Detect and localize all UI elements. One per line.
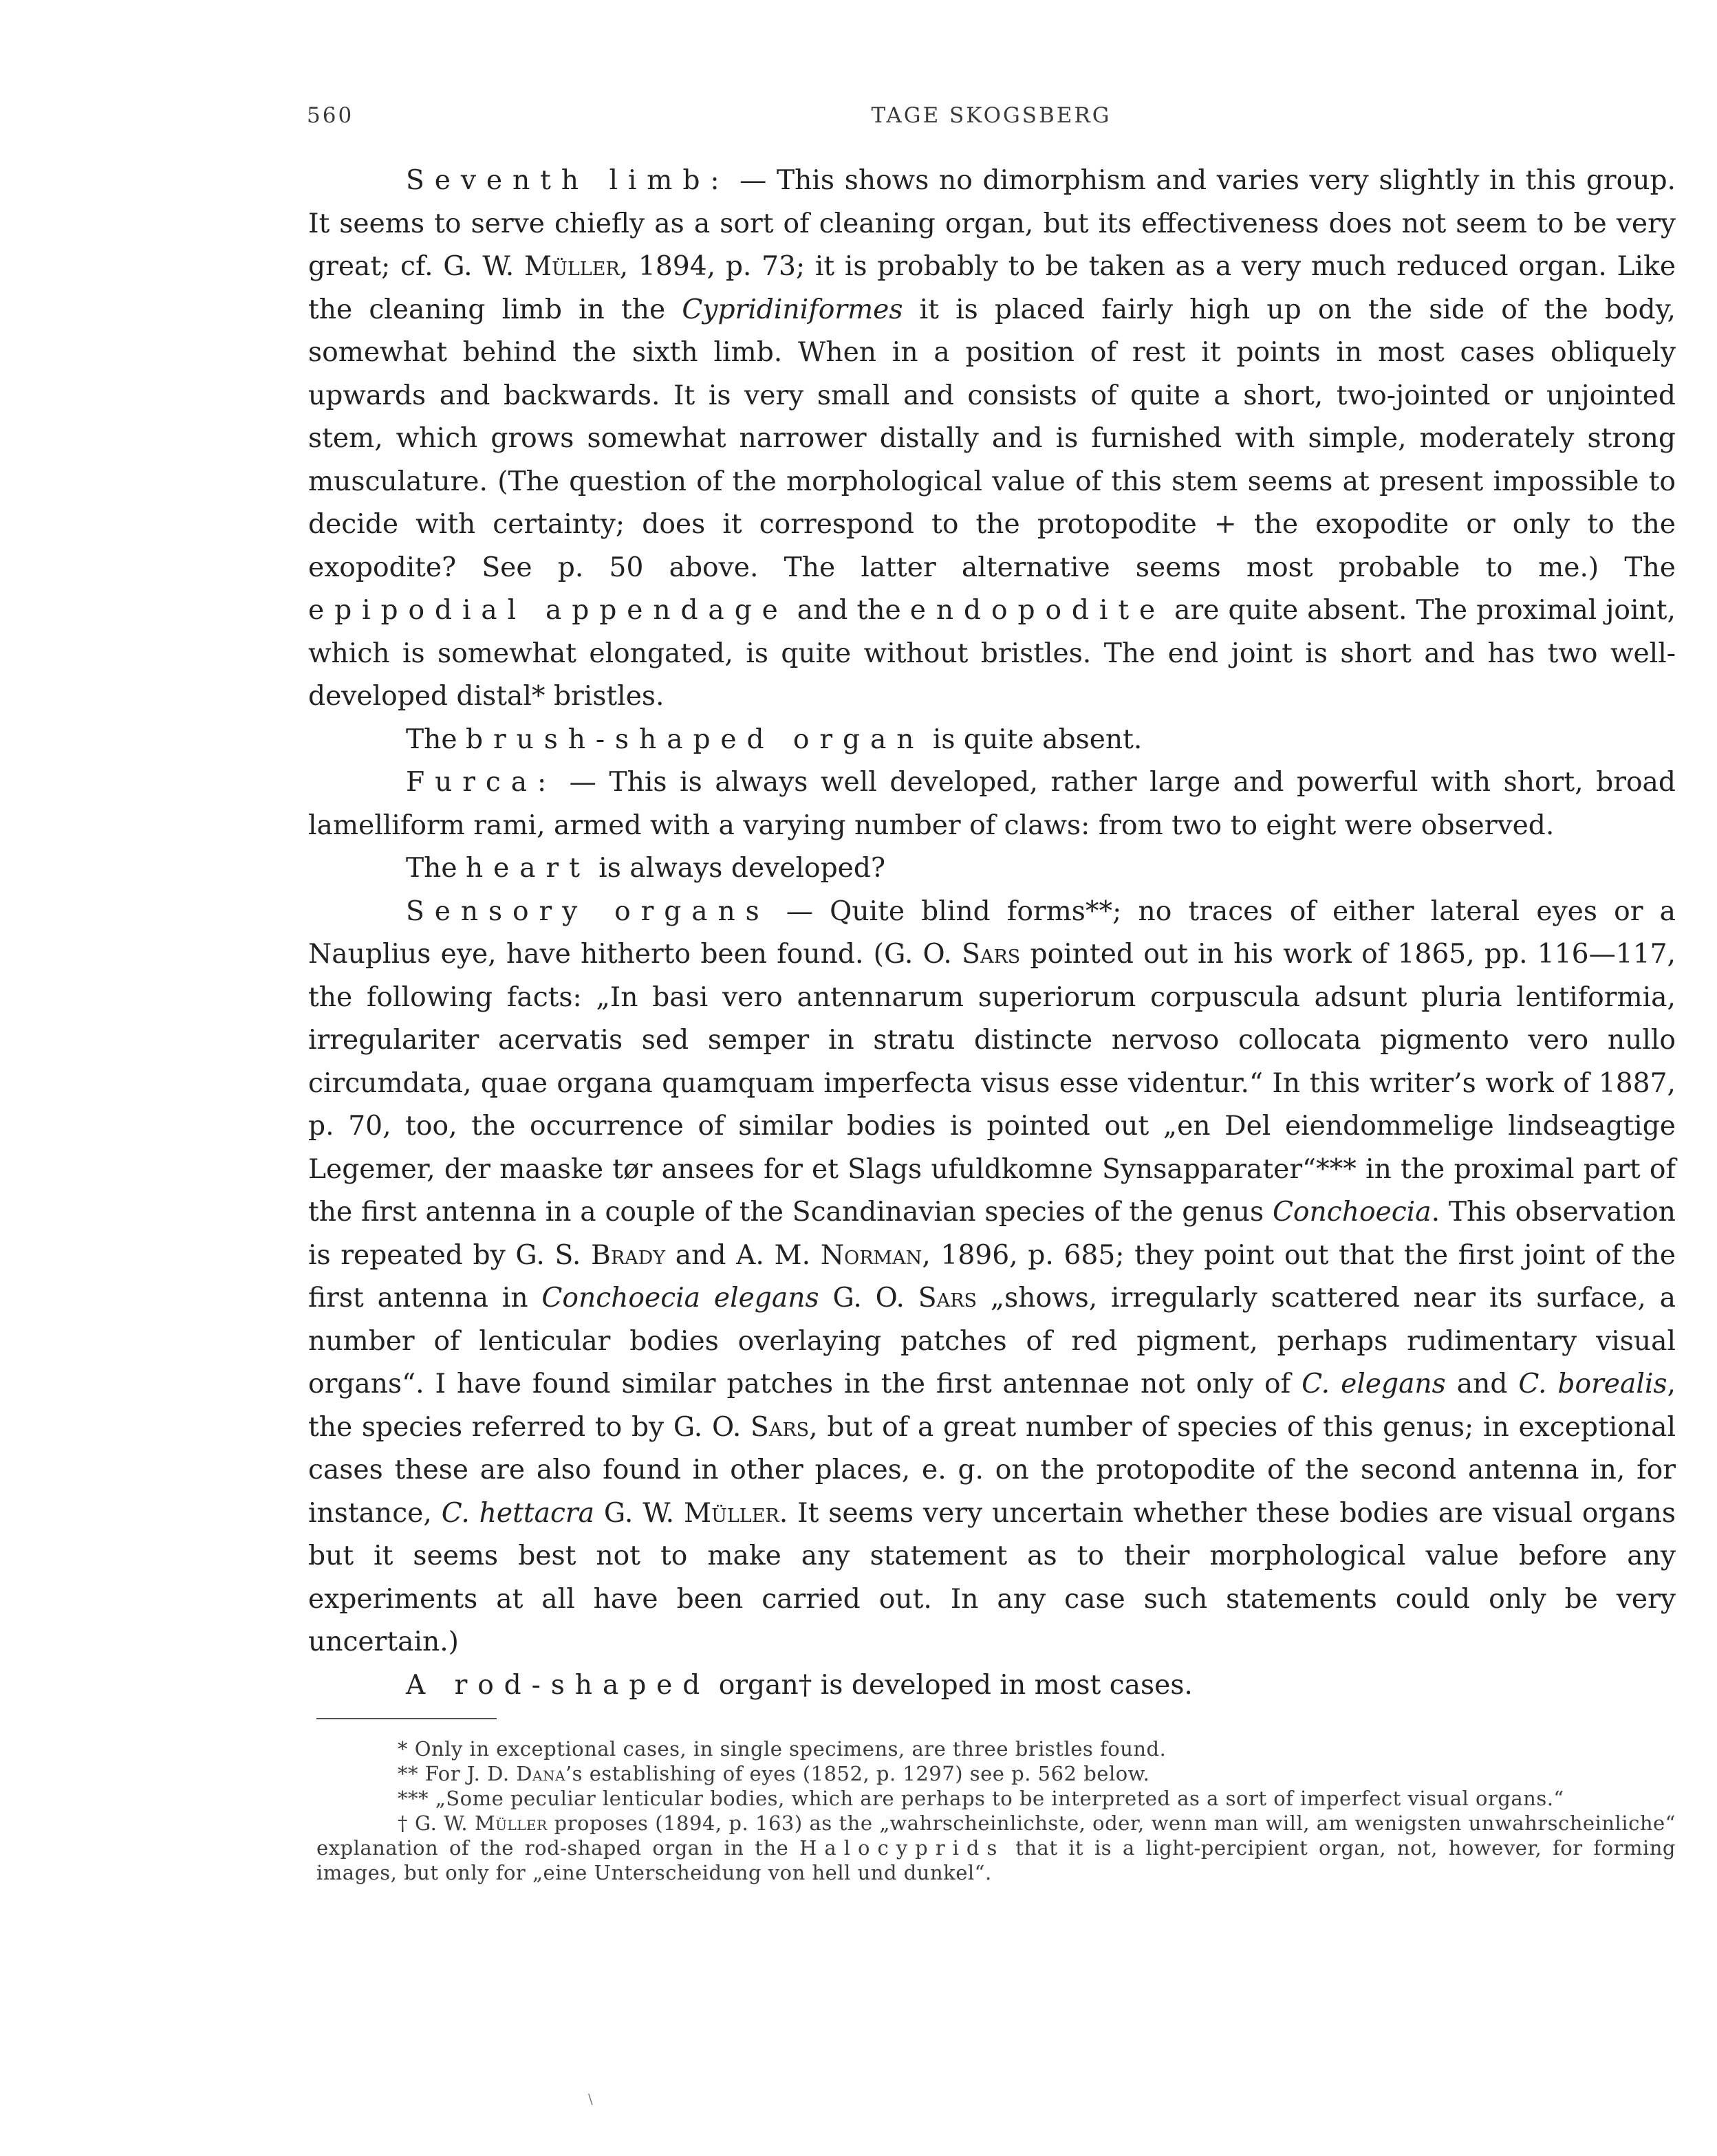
footnote-rule	[316, 1718, 497, 1719]
section-heading-seventh-limb: Seventh limb:	[406, 165, 730, 196]
text-run: A	[406, 1669, 455, 1701]
text-run: ’s establishing of eyes (1852, p. 1297) see p. 562 below.	[565, 1762, 1150, 1785]
text-run: is quite absent.	[924, 723, 1143, 755]
text-run: The	[406, 723, 466, 755]
text-run: , 1896, p. 685; they point out that the first joint of the first antenna in	[308, 1239, 1676, 1314]
text-run: are quite absent. The proximal joint, which is somewhat elongated, is quite without bristles. The end joint is short and has two well-developed distal* bristles.	[308, 595, 1676, 712]
text-run: . This observation is repeated by G. S.	[308, 1197, 1676, 1271]
author-name: Sars	[962, 939, 1021, 970]
paragraph-sensory-organs	[308, 891, 1676, 1664]
text-run: organ† is developed in most cases.	[710, 1669, 1193, 1701]
text-run: . It seems very uncertain whether these bodies are visual organs but it seems best not to make any statement as to their morphological value before any experiments at all have been carried out. In any case such statements could only be very uncertain.)	[308, 1497, 1676, 1657]
text-run: and	[1445, 1369, 1519, 1400]
running-head-title: TAGE SKOGSBERG	[871, 103, 1112, 128]
section-heading-furca: Furca:	[406, 767, 557, 798]
taxon-name: C. hettacra	[441, 1497, 595, 1529]
term-spaced: heart	[466, 853, 590, 884]
page-number: 560	[307, 103, 354, 128]
taxon-name: Conchoecia	[1272, 1197, 1432, 1228]
text-run: , but of a great number of species of this genus; in exceptional cases these are also found in other places, e. g. on the protopodite of the second antenna in, for instance,	[308, 1411, 1676, 1529]
text-run: proposes (1894, p. 163) as the „wahrscheinlichste, oder, wenn man will, am wenigsten unwahrscheinliche“ explanation of the rod-shaped organ in the	[316, 1811, 1676, 1860]
main-text	[308, 160, 1676, 1707]
paragraph-brush-shaped-organ	[308, 719, 1676, 762]
text-run: † G. W.	[398, 1811, 475, 1835]
footnote-2	[316, 1761, 1676, 1786]
text-run: The	[406, 853, 466, 884]
text-run: and A. M.	[665, 1239, 821, 1271]
text-run: pointed out in his work of 1865, pp. 116—117, the following facts: „In basi vero antennarum superiorum corpuscula adsunt pluria lentiformia, irregulariter acervatis sed semper in stratu distincte nervoso collocata pigmento vero nullo circumdata, quae organa quamquam imperfecta visus esse videntur.“ In this writer’s work of 1887, p. 70, too, the occurrence of similar bodies is pointed out „en Del eiendommelige lindseagtige Legemer, der maaske tør ansees for et Slags ufuldkomne Synsapparater“*** in the proximal part of the first antenna in a couple of the Scandinavian species of the genus	[308, 939, 1676, 1228]
author-name: Müller	[474, 1811, 548, 1835]
author-name: Norman	[820, 1239, 922, 1271]
footnotes	[316, 1736, 1676, 1885]
text-run: ** For J. D.	[398, 1762, 517, 1785]
text-run: , 1894, p. 73; it is probably to be taken as a very much reduced organ. Like the cleaning limb in the	[308, 251, 1676, 325]
footnote-3: *** „Some peculiar lenticular bodies, which are perhaps to be interpreted as a sort of imperfect visual organs.“	[398, 1787, 1564, 1810]
text-run: , the species referred to by G. O.	[308, 1369, 1676, 1443]
term-spaced: rod-shaped	[454, 1669, 711, 1701]
paragraph-rod-shaped-organ	[308, 1664, 1676, 1708]
paragraph-heart	[308, 847, 1676, 891]
taxon-name: Cypridiniformes	[682, 294, 903, 325]
footnote-4	[316, 1811, 1676, 1885]
section-heading-sensory-organs: Sensory organs	[406, 895, 770, 927]
taxon-name: C. elegans	[1302, 1369, 1446, 1400]
author-name: Dana	[516, 1762, 565, 1785]
taxon-name: C. borealis	[1518, 1369, 1667, 1400]
text-run: that it is a light-percipient organ, not, however, for forming images, but only for „eine Unterscheidung von hell und dunkel“.	[316, 1836, 1676, 1884]
text-run: G. O.	[819, 1283, 918, 1314]
author-name: Sars	[750, 1411, 810, 1443]
term-spaced: Halocyprids	[799, 1836, 1005, 1860]
text-run: — This is always well developed, rather large and powerful with short, broad lamelliform rami, armed with a varying number of claws: from two to eight were observed.	[308, 767, 1676, 841]
author-name: Müller	[523, 251, 620, 282]
paragraph-seventh-limb	[308, 160, 1676, 719]
running-header	[307, 103, 1676, 138]
footnote-1: * Only in exceptional cases, in single specimens, are three bristles found.	[398, 1737, 1167, 1761]
text-run: is always developed?	[590, 853, 885, 884]
term-spaced: endopodite	[909, 595, 1166, 626]
text-run: and the	[788, 595, 910, 626]
taxon-name: Conchoecia elegans	[541, 1283, 819, 1314]
term-spaced: brush-shaped organ	[466, 723, 925, 755]
term-spaced: epipodial appendage	[308, 595, 788, 626]
author-name: Müller	[683, 1497, 779, 1529]
paragraph-furca	[308, 761, 1676, 847]
text-run: G. W.	[594, 1497, 684, 1529]
text-run: — Quite blind forms**; no traces of either lateral eyes or a Nauplius eye, have hitherto been found. (G. O.	[308, 895, 1676, 970]
author-name: Sars	[918, 1283, 977, 1314]
author-name: Brady	[591, 1239, 666, 1271]
text-run: it is placed fairly high up on the side of the body, somewhat behind the sixth limb. When in a position of rest it points in most cases obliquely upwards and backwards. It is very small and consists of quite a short, two-jointed or unjointed stem, which grows somewhat narrower distally and is furnished with simple, moderately strong musculature. (The question of the morphological value of this stem seems at present impossible to decide with certainty; does it correspond to the protopodite + the exopodite or only to the exopodite? See p. 50 above. The latter alternative seems most probable to me.) The	[308, 294, 1676, 583]
text-run: „shows, irregularly scattered near its surface, a number of lenticular bodies overlaying patches of red pigment, perhaps rudimentary visual organs“. I have found similar patches in the first antennae not only of	[308, 1283, 1676, 1400]
stray-mark: \	[588, 2091, 593, 2107]
text-run: — This shows no dimorphism and varies very slightly in this group. It seems to serve chiefly as a sort of cleaning organ, but its effectiveness does not seem to be very great; cf. G. W.	[308, 165, 1676, 282]
